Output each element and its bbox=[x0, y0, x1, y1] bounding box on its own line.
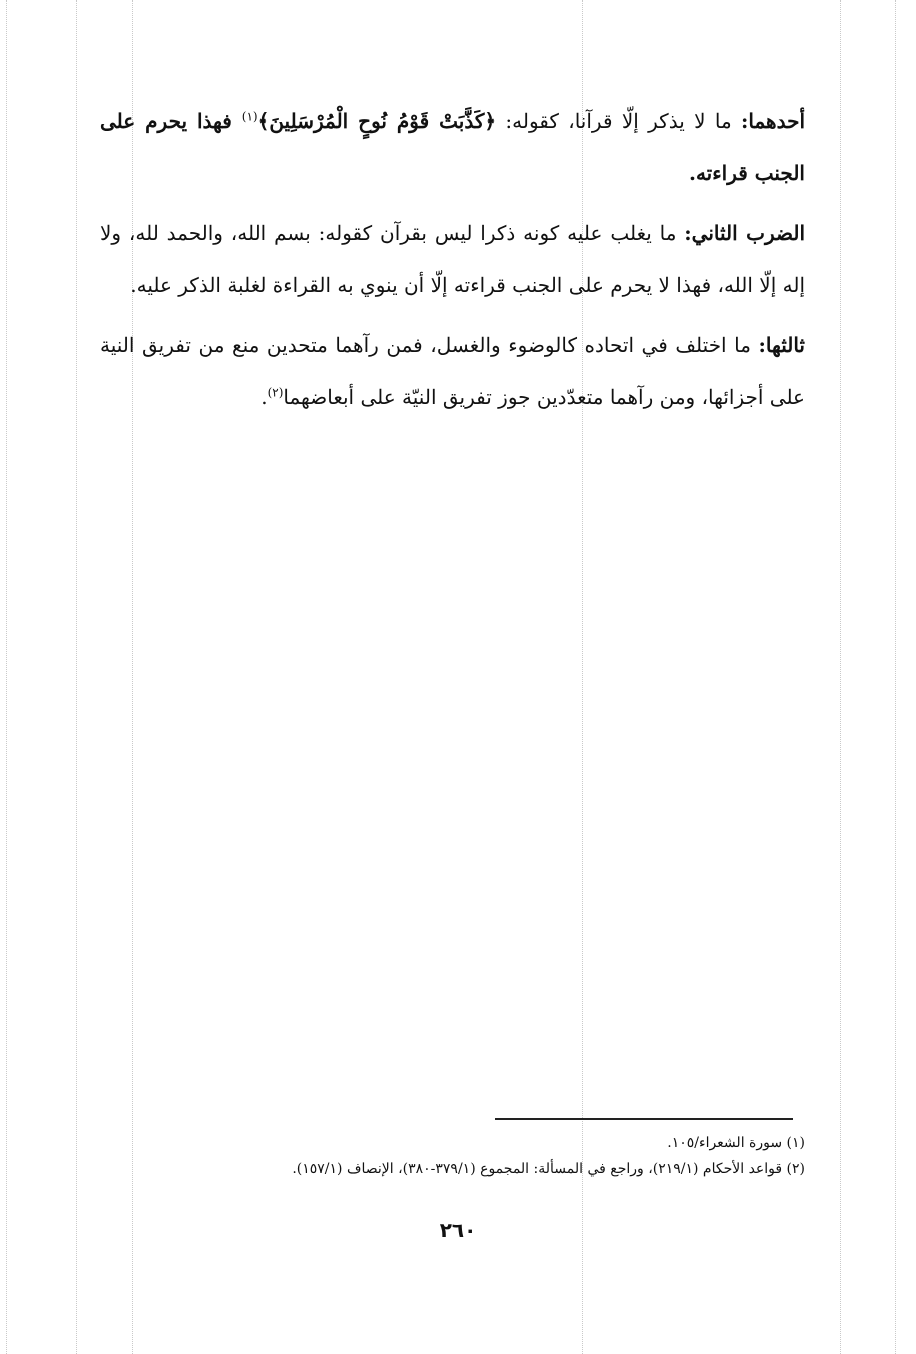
paragraph-second bbox=[100, 207, 805, 311]
page-number: ٢٦٠ bbox=[439, 1218, 477, 1242]
paragraph-third-end: . bbox=[261, 385, 268, 409]
footnote-ref-2: (٢) bbox=[267, 385, 284, 400]
scan-artifact-line bbox=[76, 0, 77, 1354]
quran-verse: ﴿كَذَّبَتْ قَوْمُ نُوحٍ الْمُرْسَلِينَ﴾ bbox=[257, 109, 497, 133]
footnote-2: (٢) قواعد الأحكام (٢١٩/١)، وراجع في المسألة: المجموع (٣٧٩/١-٣٨٠)، الإنصاف (١٥٧/١). bbox=[292, 1161, 805, 1177]
paragraph-third bbox=[100, 319, 805, 423]
footnote-1: (١) سورة الشعراء/١٠٥. bbox=[667, 1135, 805, 1151]
footnote-ref-1: (١) bbox=[241, 109, 258, 124]
paragraph-first-text: ما لا يذكر إلّا قرآنا، كقوله: bbox=[496, 109, 741, 133]
paragraph-second-label: الضرب الثاني: bbox=[684, 221, 806, 245]
paragraph-third-text: ما اختلف في اتحاده كالوضوء والغسل، فمن رآهما متحدين منع من تفريق النية على أجزائها، ومن رآهما متعدّدين جوز تفريق النيّة على أبعاضهما bbox=[100, 333, 805, 409]
page-body bbox=[100, 95, 805, 431]
paragraph-first-continuation: فهذا يحرم على الجنب قراءته. bbox=[100, 109, 805, 185]
footnotes bbox=[100, 1130, 805, 1182]
scan-artifact-line bbox=[895, 0, 896, 1354]
footnote-separator bbox=[495, 1118, 793, 1120]
paragraph-second-text: ما يغلب عليه كونه ذكرا ليس بقرآن كقوله: بسم الله، والحمد لله، ولا إله إلّا الله، فهذا لا يحرم على الجنب قراءته إلّا أن ينوي به القراءة لغلبة الذكر عليه. bbox=[100, 221, 805, 297]
paragraph-third-label: ثالثها: bbox=[758, 333, 805, 357]
paragraph-first-label: أحدهما: bbox=[741, 109, 806, 133]
scan-artifact-line bbox=[840, 0, 841, 1354]
scan-artifact-line bbox=[6, 0, 7, 1354]
paragraph-first bbox=[100, 95, 805, 199]
